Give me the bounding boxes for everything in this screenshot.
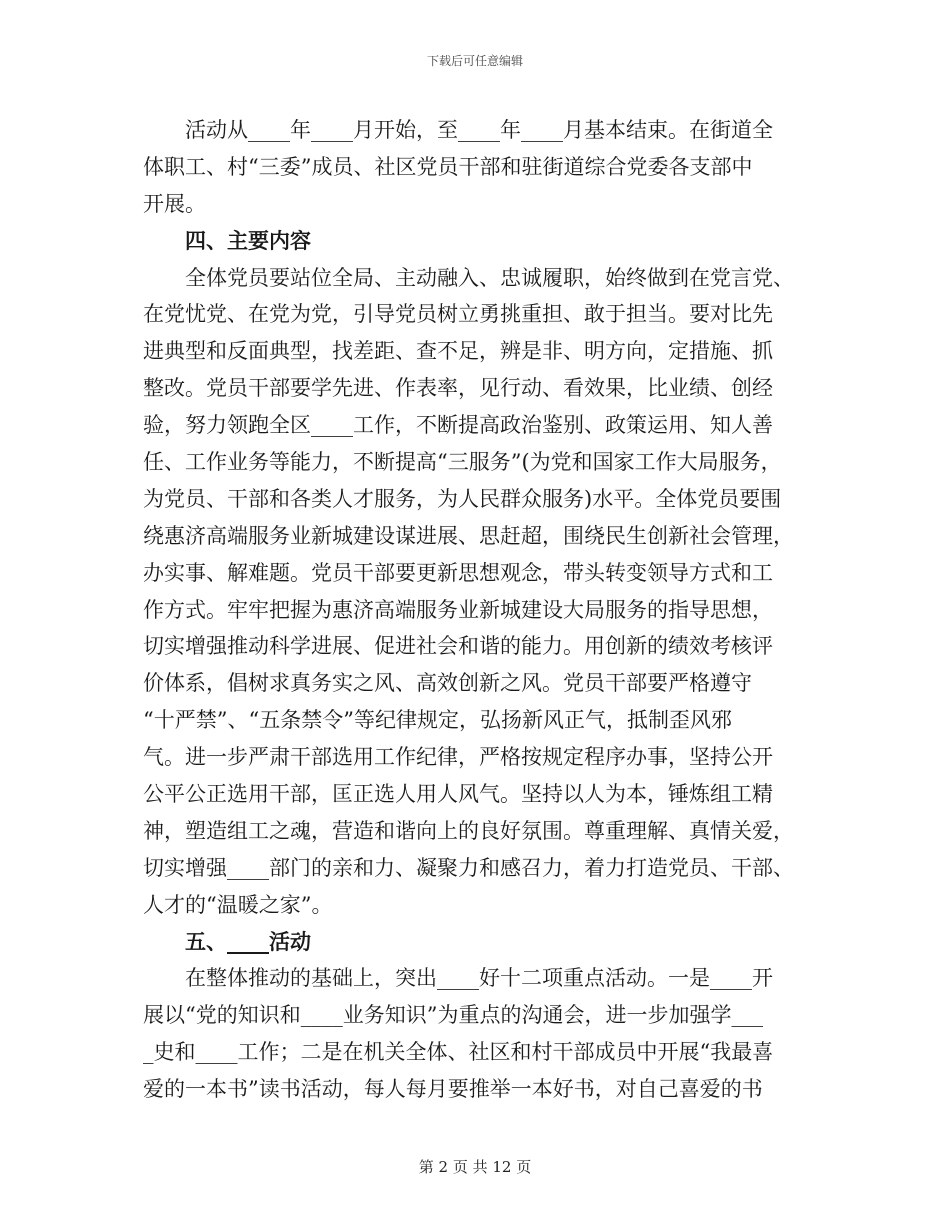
text-line: 办实事、解难题。党员干部要更新思想观念，带头转变领导方式和工 bbox=[143, 560, 773, 585]
text-line: 爱的一本书”读书活动，每人每月要推举一本好书，对自己喜爱的书 bbox=[143, 1077, 763, 1102]
text-line: 活动从____年____月开始，至____年____月基本结束。在街道全 bbox=[143, 118, 773, 142]
text-line: 绕惠济高端服务业新城建设谋进展、思赶超，围绕民生创新社会管理， bbox=[143, 523, 794, 548]
text-line: 为党员、干部和各类人才服务，为人民群众服务)水平。全体党员要围 bbox=[143, 486, 782, 511]
text-line: _史和____工作；二是在机关全体、社区和村干部成员中开展“我最喜 bbox=[143, 1040, 774, 1065]
text-line: “十严禁”、“五条禁令”等纪律规定，弘扬新风正气，抵制歪风邪 bbox=[143, 708, 732, 733]
section-heading: 五、____活动 bbox=[143, 929, 311, 954]
document-body bbox=[143, 112, 813, 1108]
text-line: 公平公正选用干部，匡正选人用人风气。坚持以人为本，锤炼组工精 bbox=[143, 782, 773, 807]
text-line: 验，努力领跑全区____工作，不断提高政治鉴别、政策运用、知人善 bbox=[143, 413, 773, 438]
text-line: 气。进一步严肃干部选用工作纪律，严格按规定程序办事，坚持公开 bbox=[143, 745, 773, 770]
section-heading: 四、主要内容 bbox=[143, 228, 311, 253]
page-header: 下载后可任意编辑 bbox=[426, 54, 523, 68]
page-footer: 第 2 页 共 12 页 bbox=[418, 1158, 532, 1176]
text-line: 进典型和反面典型，找差距、查不足，辨是非、明方向，定措施、抓 bbox=[143, 339, 773, 364]
text-line: 开展。 bbox=[143, 191, 206, 216]
text-line: 神，塑造组工之魂，营造和谐向上的良好氛围。尊重理解、真情关爱， bbox=[143, 818, 794, 843]
text-line: 任、工作业务等能力，不断提高“三服务”(为党和国家工作大局服务， bbox=[143, 450, 782, 475]
text-line: 整改。党员干部要学先进、作表率，见行动、看效果，比业绩、创经 bbox=[143, 376, 773, 401]
text-line: 作方式。牢牢把握为惠济高端服务业新城建设大局服务的指导思想， bbox=[143, 597, 773, 622]
text-line: 切实增强____部门的亲和力、凝聚力和感召力，着力打造党员、干部、 bbox=[143, 855, 794, 880]
text-line: 切实增强推动科学进展、促进社会和谐的能力。用创新的绩效考核评 bbox=[143, 634, 773, 659]
text-line: 展以“党的知识和____业务知识”为重点的沟通会，进一步加强学___ bbox=[143, 1003, 763, 1028]
text-line: 体职工、村“三委”成员、社区党员干部和驻街道综合党委各支部中 bbox=[143, 154, 753, 179]
text-line: 全体党员要站位全局、主动融入、忠诚履职，始终做到在党言党、 bbox=[143, 265, 794, 290]
text-line: 在党忧党、在党为党，引导党员树立勇挑重担、敢于担当。要对比先 bbox=[143, 302, 773, 327]
text-line: 在整体推动的基础上，突出____好十二项重点活动。一是____开 bbox=[143, 966, 773, 991]
text-line: 价体系，倡树求真务实之风、高效创新之风。党员干部要严格遵守 bbox=[143, 671, 752, 696]
text-line: 人才的“温暖之家”。 bbox=[143, 892, 333, 917]
